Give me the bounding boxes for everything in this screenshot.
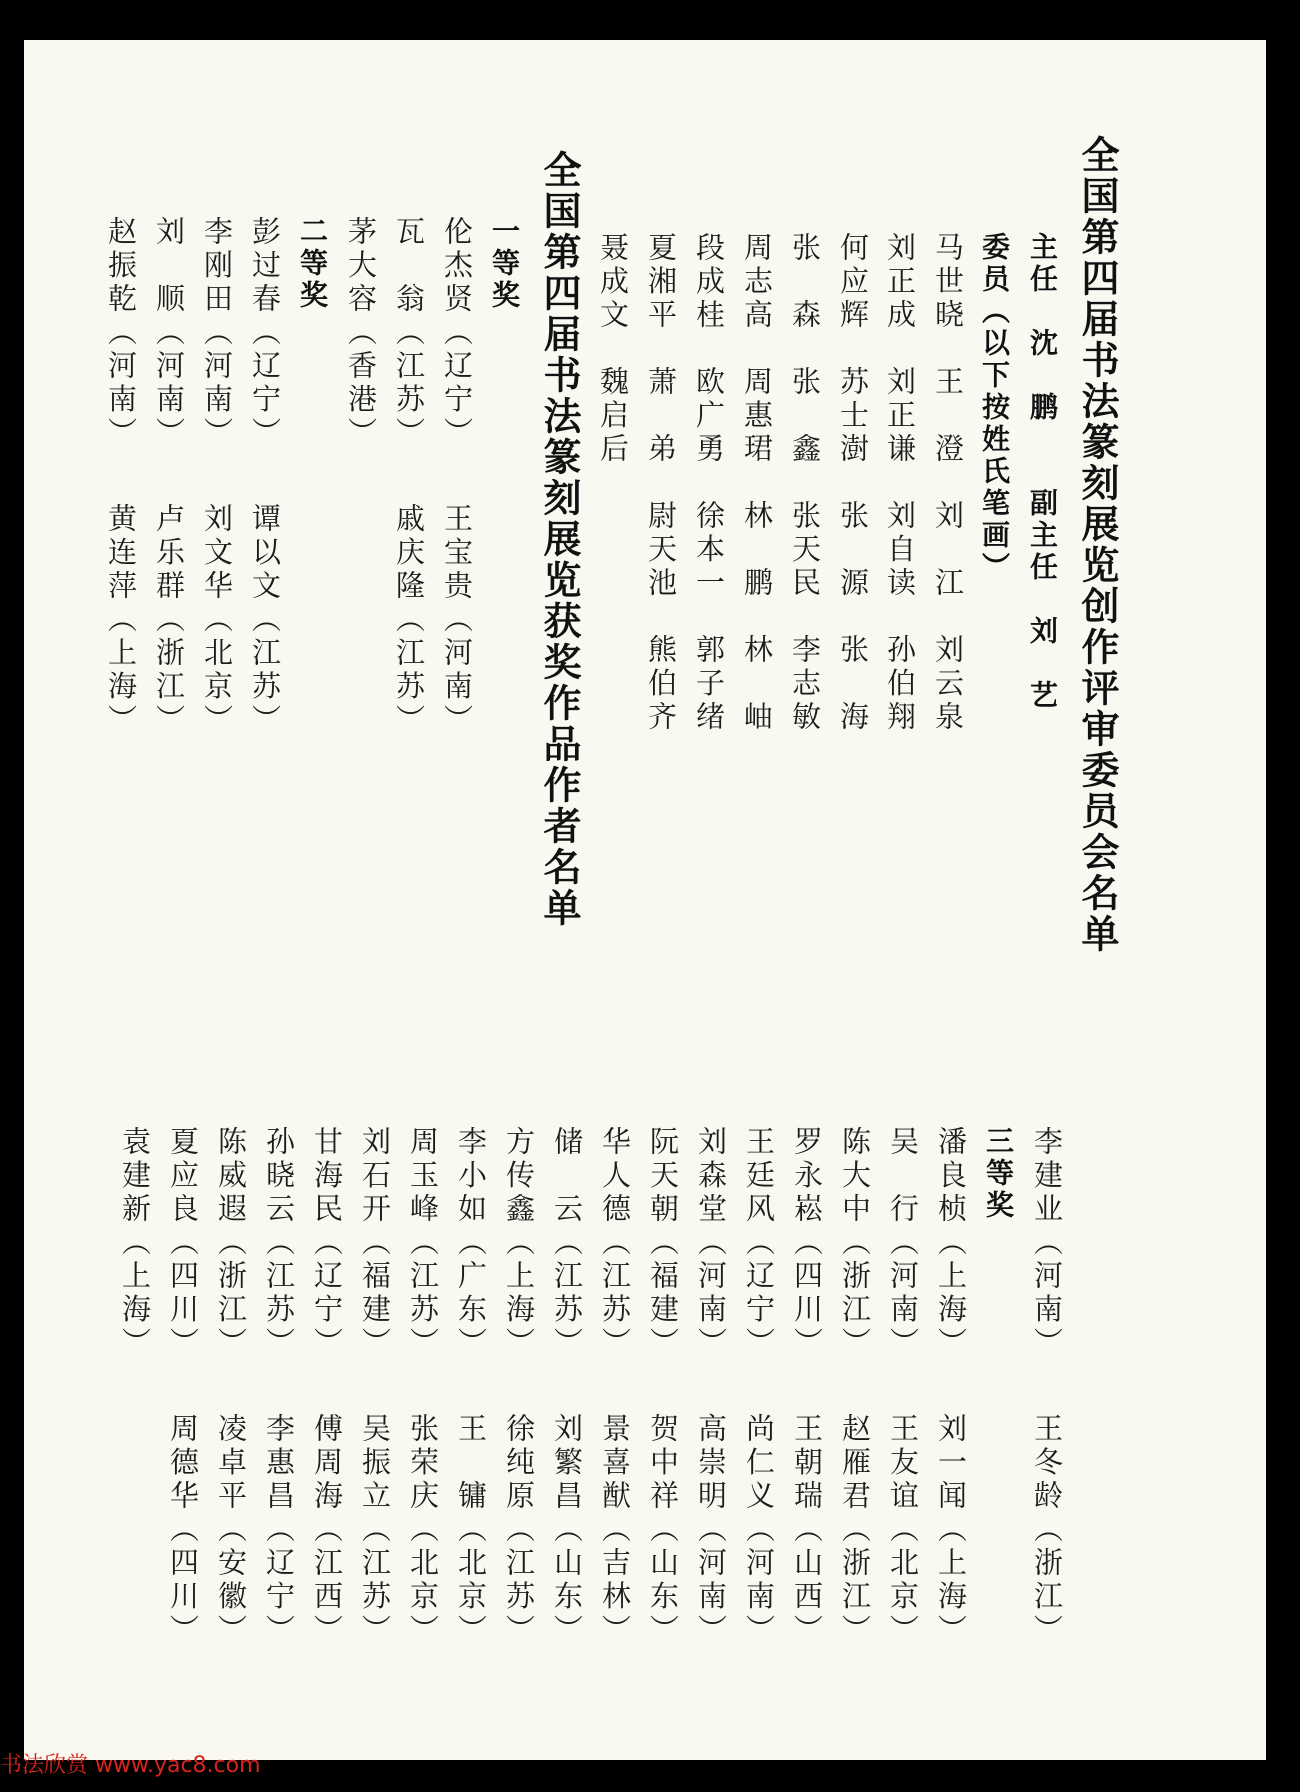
award-row: 赵振乾（河南） 黄连萍（上海） <box>104 216 138 738</box>
award-row: 陈大中（浙江） 赵雁君（浙江） <box>838 1126 872 1648</box>
award-row: 李建业（河南） 王冬龄（浙江） <box>1030 1126 1064 1648</box>
award-row: 储 云（江苏） 刘繁昌（山东） <box>550 1126 584 1648</box>
committee-row: 夏湘平 萧 弟 尉天池 熊伯齐 <box>644 232 678 735</box>
award-row: 潘良桢（上海） 刘一闻（上海） <box>934 1126 968 1648</box>
committee-row: 何应辉 苏士澍 张 源 张 海 <box>836 232 870 735</box>
committee-row: 张 森 张 鑫 张天民 李志敏 <box>788 232 822 735</box>
award-row: 阮天朝（福建） 贺中祥（山东） <box>646 1126 680 1648</box>
award-row: 李刚田（河南） 刘文华（北京） <box>200 216 234 738</box>
chair-line: 主任 沈 鹏 副主任 刘 艺 <box>1026 232 1059 712</box>
award-row: 伦杰贤（辽宁） 王宝贵（河南） <box>440 216 474 738</box>
award-row: 孙晓云（江苏） 李惠昌（辽宁） <box>262 1126 296 1648</box>
award-row: 方传鑫（上海） 徐纯原（江苏） <box>502 1126 536 1648</box>
award-row: 刘森堂（河南） 高崇明（河南） <box>694 1126 728 1648</box>
award-row: 王廷风（辽宁） 尚仁义（河南） <box>742 1126 776 1648</box>
award-row: 袁建新（上海） <box>118 1126 152 1361</box>
committee-row: 马世晓 王 澄 刘 江 刘云泉 <box>931 232 965 735</box>
award-row: 华人德（江苏） 景喜猷（吉林） <box>598 1126 632 1648</box>
award-row: 甘海民（辽宁） 傅周海（江西） <box>310 1126 344 1648</box>
award-row: 吴 行（河南） 王友谊（北京） <box>886 1126 920 1648</box>
committee-row: 段成桂 欧广勇 徐本一 郭子绪 <box>692 232 726 735</box>
award-row: 李小如（广东） 王 镛（北京） <box>454 1126 488 1648</box>
award-row: 刘石开（福建） 吴振立（江苏） <box>358 1126 392 1648</box>
committee-row: 刘正成 刘正谦 刘自读 孙伯翔 <box>883 232 917 735</box>
awards-title: 全国第四届书法篆刻展览获奖作品作者名单 <box>537 150 581 929</box>
document-page <box>24 40 1266 1760</box>
award-row: 茅大容（香港） <box>344 216 378 451</box>
award-row: 瓦 翁（江苏） 戚庆隆（江苏） <box>392 216 426 738</box>
third-prize-heading: 三等奖 <box>982 1126 1015 1222</box>
award-row: 彭过春（辽宁） 谭以文（江苏） <box>248 216 282 738</box>
award-row: 周玉峰（江苏） 张荣庆（北京） <box>406 1126 440 1648</box>
award-row: 陈威遐（浙江） 凌卓平（安徽） <box>214 1126 248 1648</box>
award-row: 刘 顺（河南） 卢乐群（浙江） <box>152 216 186 738</box>
committee-row: 聂成文 魏启后 <box>596 232 630 467</box>
second-prize-heading: 二等奖 <box>296 216 329 312</box>
award-row: 夏应良（四川） 周德华（四川） <box>166 1126 200 1648</box>
committee-title: 全国第四届书法篆刻展览创作评审委员会名单 <box>1075 135 1119 955</box>
award-row: 罗永崧（四川） 王朝瑞（山西） <box>790 1126 824 1648</box>
members-heading: 委员（以下按姓氏笔画） <box>978 232 1011 584</box>
first-prize-heading: 一等奖 <box>488 216 521 312</box>
site-watermark: 书法欣赏 www.yac8.com <box>0 1753 261 1778</box>
committee-row: 周志高 周惠珺 林 鹏 林 岫 <box>740 232 774 735</box>
